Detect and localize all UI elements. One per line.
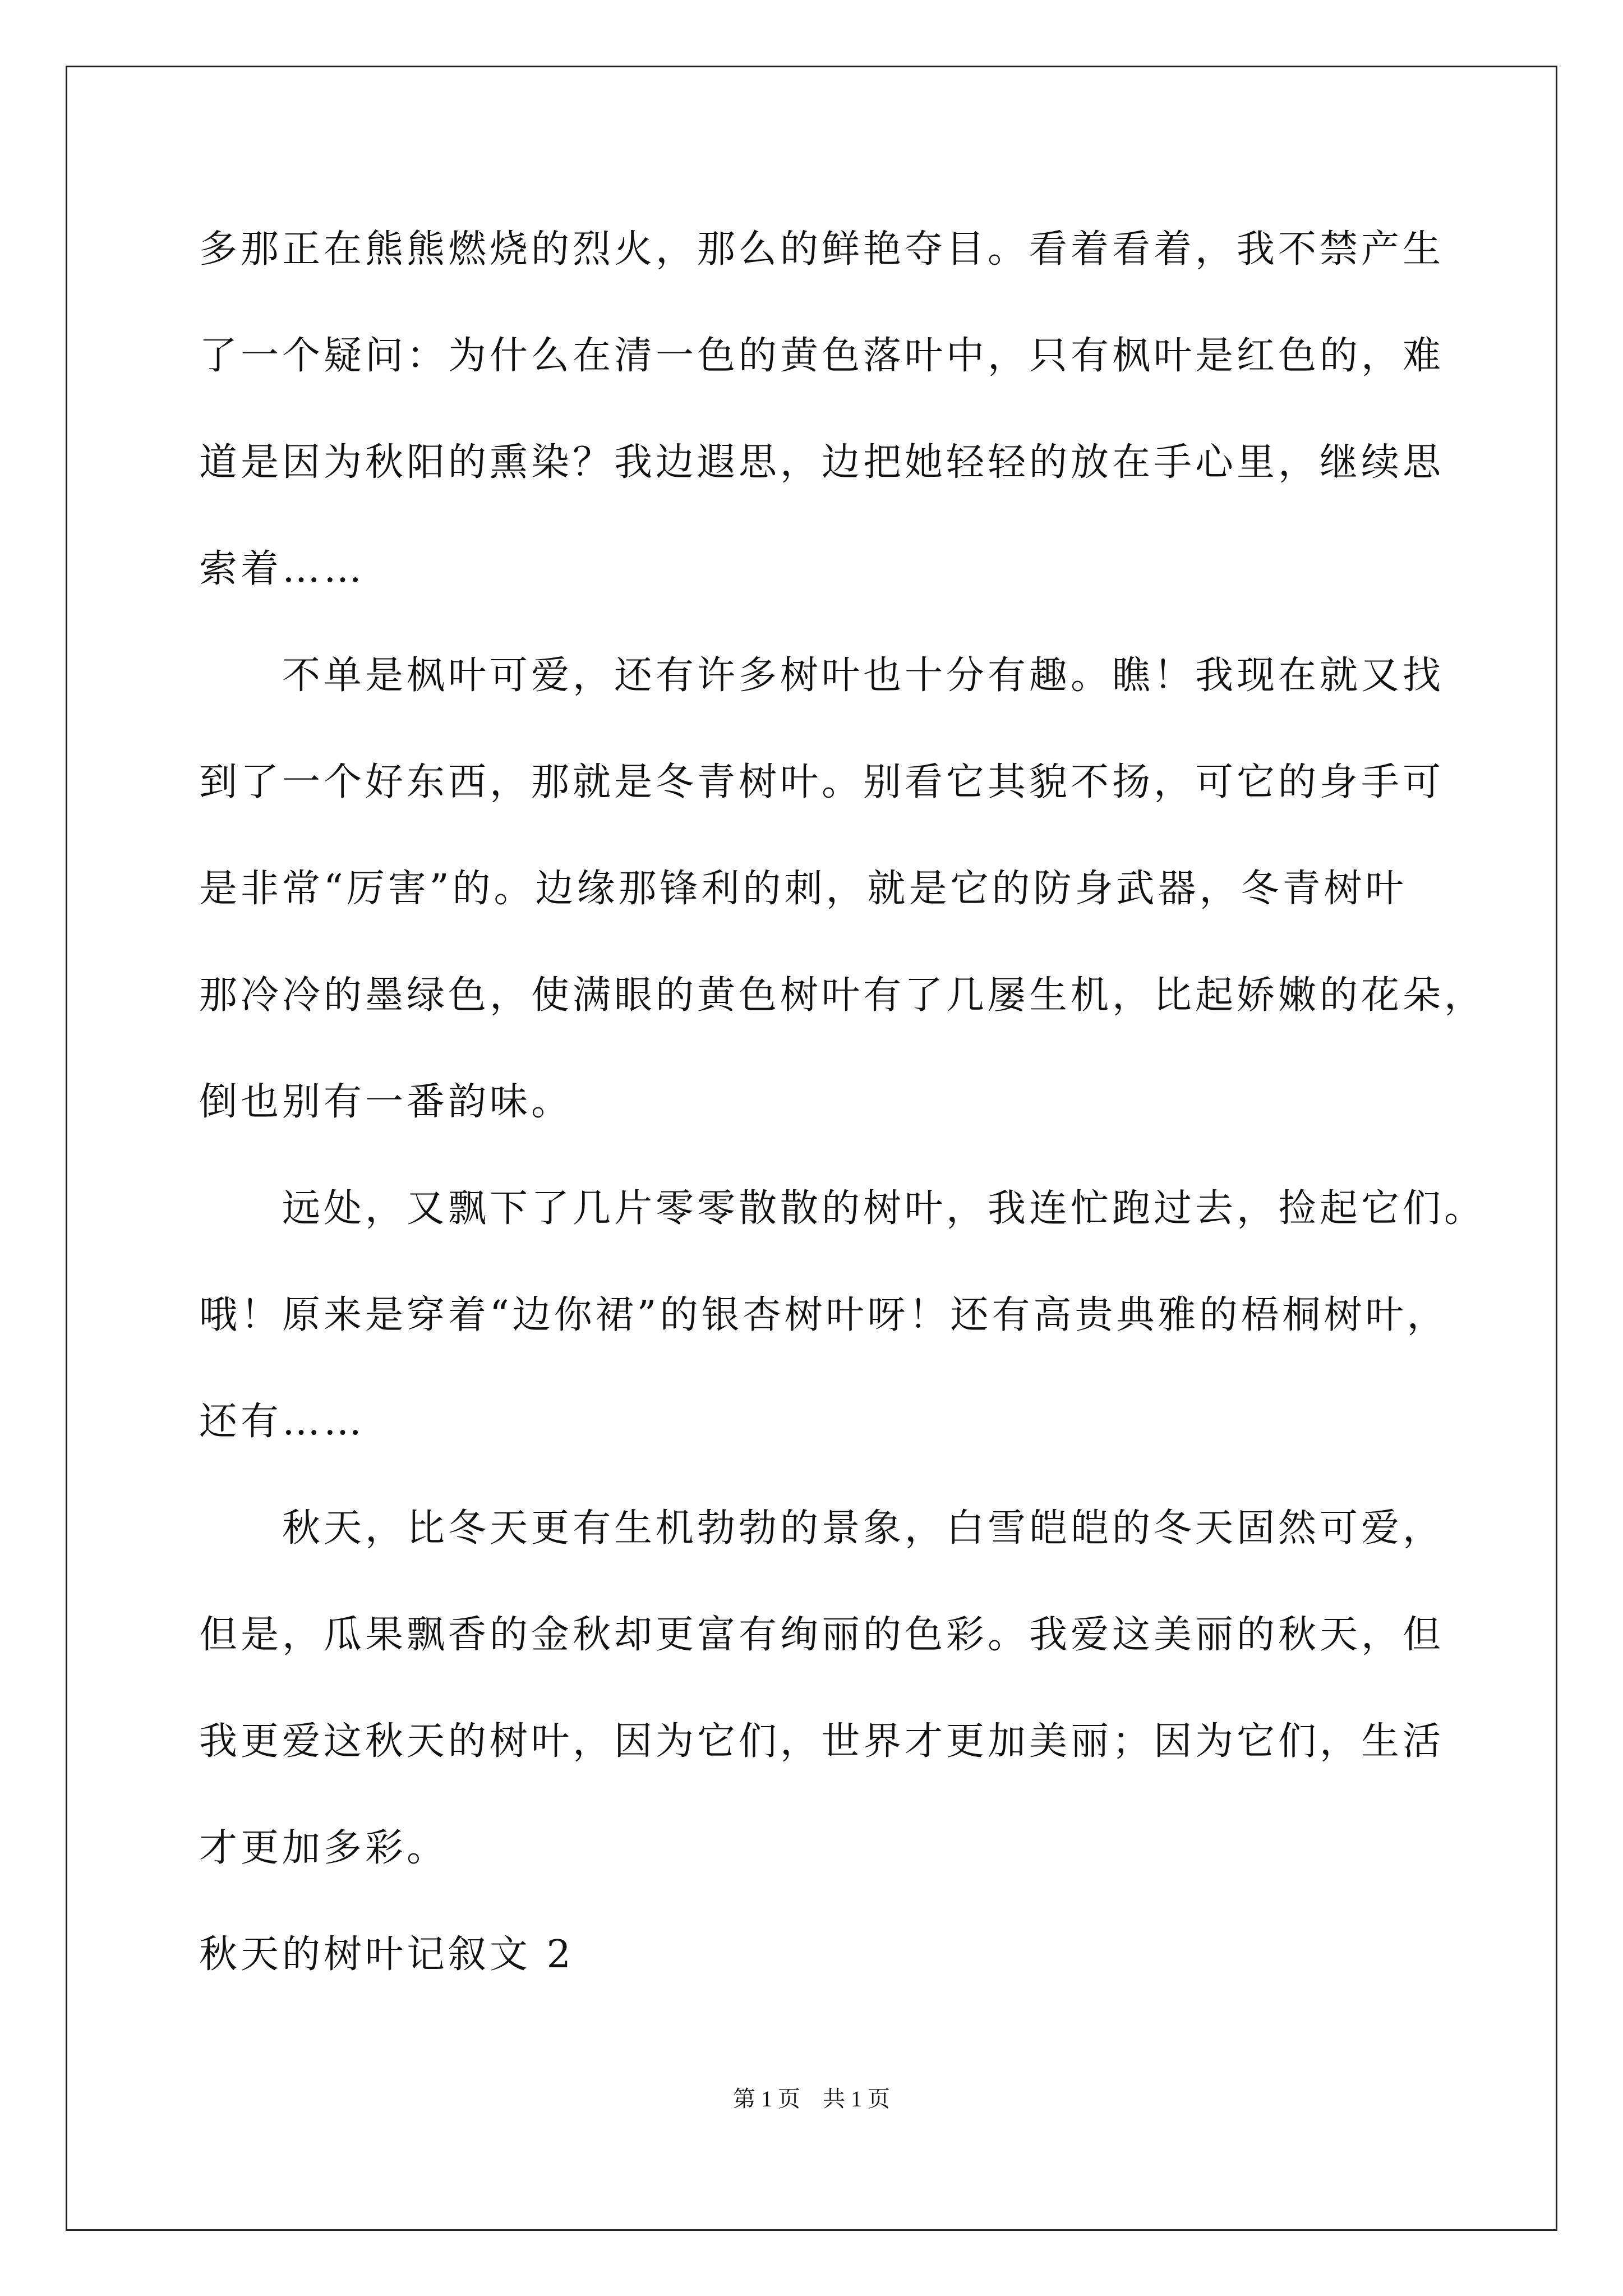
text-line: 多那正在熊熊燃烧的烈火，那么的鲜艳夺目。看着看着，我不禁产生 xyxy=(199,227,1445,272)
paragraph-start-line: 远处，又飘下了几片零零散散的树叶，我连忙跑过去，捡起它们。 xyxy=(282,1186,1486,1231)
text-line: 还有…… xyxy=(199,1400,366,1444)
page-number-footer: 第 1 页 共 1 页 xyxy=(733,2086,890,2111)
section-heading: 秋天的树叶记叙文 2 xyxy=(199,1932,574,1977)
text-line: 倒也别有一番韵味。 xyxy=(199,1080,573,1124)
text-line: 那冷冷的墨绿色，使满眼的黄色树叶有了几屡生机，比起娇嫩的花朵， xyxy=(199,973,1486,1018)
text-line: 才更加多彩。 xyxy=(199,1826,449,1870)
text-line: 道是因为秋阳的熏染？我边遐思，边把她轻轻的放在手心里，继续思 xyxy=(199,440,1445,485)
paragraph-start-line: 秋天，比冬天更有生机勃勃的景象，白雪皑皑的冬天固然可爱， xyxy=(282,1506,1445,1550)
text-line: 我更爱这秋天的树叶，因为它们，世界才更加美丽；因为它们，生活 xyxy=(199,1719,1445,1764)
text-line: 但是，瓜果飘香的金秋却更富有绚丽的色彩。我爱这美丽的秋天，但 xyxy=(199,1613,1445,1657)
document-body xyxy=(199,213,1486,2025)
text-line: 了一个疑问：为什么在清一色的黄色落叶中，只有枫叶是红色的，难 xyxy=(199,334,1445,378)
text-line: 索着…… xyxy=(199,547,366,591)
text-line: 到了一个好东西，那就是冬青树叶。别看它其貌不扬，可它的身手可 xyxy=(199,760,1445,804)
text-line: 是非常“厉害”的。边缘那锋利的刺，就是它的防身武器，冬青树叶 xyxy=(199,867,1407,911)
paragraph-start-line: 不单是枫叶可爱，还有许多树叶也十分有趣。瞧！我现在就又找 xyxy=(282,654,1445,698)
text-line: 哦！原来是穿着“边你裙”的银杏树叶呀！还有高贵典雅的梧桐树叶， xyxy=(199,1293,1449,1337)
